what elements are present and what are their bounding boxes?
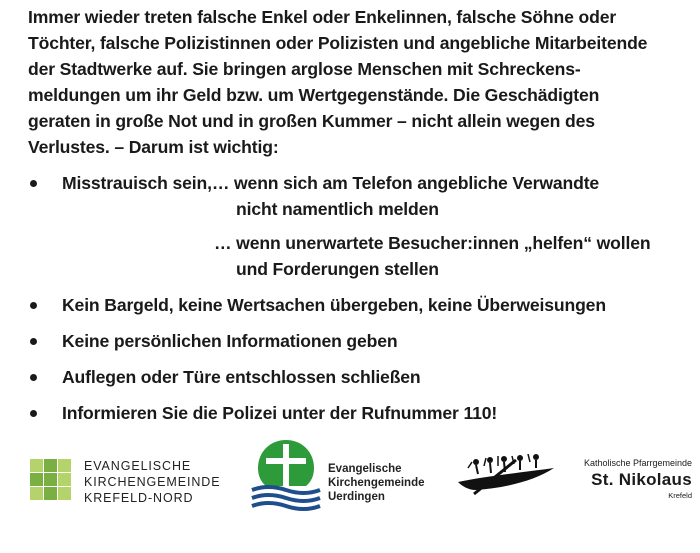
- bullet-item-bargeld: [28, 292, 678, 318]
- grid-square: [30, 459, 43, 472]
- intro-paragraph: [28, 4, 668, 160]
- bullet-item-informationen: [28, 328, 678, 354]
- bullet-list: [28, 170, 678, 426]
- logo3-title: St. Nikolaus: [591, 470, 692, 489]
- grid-square: [44, 459, 57, 472]
- bullet-dot-icon: [30, 180, 37, 187]
- bullet-text: und Forderungen stellen: [236, 259, 439, 279]
- intro-line: meldungen um ihr Geld bzw. um Wertgegenstände. Die Geschädigten: [28, 85, 600, 105]
- grid-square: [58, 459, 71, 472]
- grid-square: [44, 487, 57, 500]
- cross-waves-icon: [248, 436, 324, 512]
- intro-line: geraten in große Not und in großen Kummer – nicht allein wegen des: [28, 111, 595, 131]
- grid-square: [58, 487, 71, 500]
- bullet-text: Misstrauisch sein,… wenn sich am Telefon angebliche Verwandte: [62, 173, 600, 193]
- bullet-item-polizei: [28, 400, 678, 426]
- grid-square: [44, 473, 57, 486]
- grid-square: [30, 473, 43, 486]
- square-grid-icon: [30, 459, 72, 501]
- logo-ev-uerdingen: [248, 436, 448, 516]
- logo2-text: [328, 462, 425, 504]
- logo1-line: KREFELD-NORD: [84, 491, 194, 505]
- bullet-text: Informieren Sie die Polizei unter der Rufnummer 110!: [62, 403, 498, 423]
- bullet-text: … wenn unerwartete Besucher:innen „helfen“ wollen: [214, 233, 651, 253]
- bullet-item-misstrauisch: [28, 170, 678, 282]
- bullet-dot-icon: [30, 374, 37, 381]
- logo3-line: Katholische Pfarrgemeinde: [583, 458, 692, 468]
- logo-ev-krefeld-nord: [30, 456, 230, 506]
- bullet-text: nicht namentlich melden: [236, 199, 439, 219]
- grid-square: [58, 473, 71, 486]
- intro-line: Verlustes. – Darum ist wichtig:: [28, 137, 279, 157]
- logo2-line: Kirchengemeinde: [328, 477, 425, 489]
- logo3-text: [584, 458, 692, 500]
- logo2-line: Uerdingen: [328, 491, 385, 503]
- intro-line: Töchter, falsche Polizistinnen oder Polizisten und angebliche Mitarbeitende: [28, 33, 648, 53]
- bullet-subitem: [62, 230, 678, 282]
- bullet-item-auflegen: [28, 364, 678, 390]
- boat-figures-icon: [456, 454, 556, 500]
- logo2-line: Evangelische: [328, 463, 402, 475]
- logo3-line: Krefeld: [668, 491, 692, 500]
- logo1-line: KIRCHENGEMEINDE: [84, 475, 221, 489]
- bullet-text: Auflegen oder Türe entschlossen schließen: [62, 367, 421, 387]
- bullet-dot-icon: [30, 302, 37, 309]
- bullet-dot-icon: [30, 410, 37, 417]
- intro-line: Immer wieder treten falsche Enkel oder Enkelinnen, falsche Söhne oder: [28, 7, 617, 27]
- bullet-text: Kein Bargeld, keine Wertsachen übergeben, keine Überweisungen: [62, 295, 606, 315]
- logo-st-nikolaus: [456, 454, 696, 514]
- bullet-text: Keine persönlichen Informationen geben: [62, 331, 398, 351]
- logo1-line: EVANGELISCHE: [84, 459, 192, 473]
- grid-square: [30, 487, 43, 500]
- intro-line: der Stadtwerke auf. Sie bringen arglose Menschen mit Schreckens-: [28, 59, 581, 79]
- logo1-text: [84, 458, 220, 506]
- logo-footer: [0, 434, 700, 524]
- bullet-dot-icon: [30, 338, 37, 345]
